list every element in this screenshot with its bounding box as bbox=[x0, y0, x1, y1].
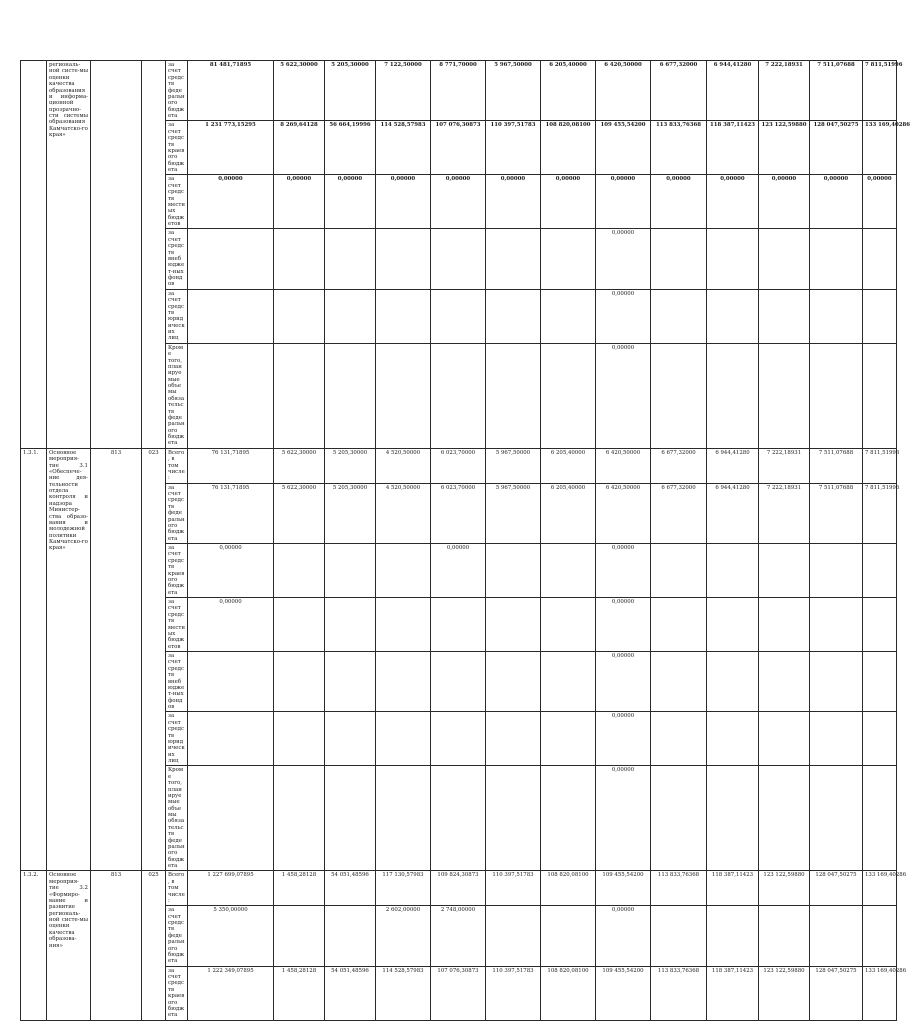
value-cell: 6 944,41280 bbox=[707, 483, 759, 543]
value-cell bbox=[707, 712, 759, 766]
value-cell bbox=[376, 544, 431, 598]
value-cell: 113 833,76368 bbox=[651, 966, 707, 1020]
value-cell: 6 205,40000 bbox=[541, 483, 596, 543]
value-cell bbox=[759, 289, 810, 343]
code-cell: 025 bbox=[142, 871, 166, 1020]
value-cell: 81 481,71895 bbox=[188, 61, 274, 121]
table-row bbox=[21, 448, 897, 483]
value-cell bbox=[863, 544, 897, 598]
value-cell bbox=[651, 343, 707, 448]
item-name: Основное мероприя-тие 3.2 «Формиро-вание и развитие региональ-ной систе-мы оценки качества образова-ния» bbox=[47, 871, 91, 1020]
funding-source-label: за счет средств юридических лиц bbox=[166, 712, 188, 766]
value-cell bbox=[810, 766, 863, 871]
value-cell bbox=[188, 712, 274, 766]
value-cell bbox=[431, 229, 486, 289]
value-cell bbox=[759, 598, 810, 652]
value-cell bbox=[486, 229, 541, 289]
value-cell: 0,00000 bbox=[188, 544, 274, 598]
value-cell bbox=[188, 343, 274, 448]
value-cell: 6 677,32000 bbox=[651, 483, 707, 543]
value-cell bbox=[274, 289, 325, 343]
value-cell bbox=[431, 712, 486, 766]
value-cell: 0,00000 bbox=[596, 229, 651, 289]
code-cell: 813 bbox=[91, 448, 142, 871]
value-cell: 7 222,18931 bbox=[759, 483, 810, 543]
value-cell: 7 122,50000 bbox=[376, 61, 431, 121]
value-cell: 5 350,00000 bbox=[188, 906, 274, 966]
value-cell bbox=[274, 598, 325, 652]
value-cell bbox=[759, 229, 810, 289]
value-cell bbox=[863, 229, 897, 289]
value-cell: 114 528,57983 bbox=[376, 121, 431, 175]
funding-source-label: Кроме того, планируемые объемы обязательств федерального бюджета bbox=[166, 343, 188, 448]
value-cell: 6 205,40000 bbox=[541, 61, 596, 121]
value-cell bbox=[651, 906, 707, 966]
value-cell bbox=[810, 712, 863, 766]
value-cell: 0,00000 bbox=[596, 343, 651, 448]
item-name: региональ-ной систе-мы оценки качества образования и информа-ционной прозрачно-сти системы образования Камчатско-го края» bbox=[47, 61, 91, 449]
value-cell bbox=[863, 289, 897, 343]
value-cell bbox=[707, 229, 759, 289]
value-cell bbox=[188, 229, 274, 289]
value-cell bbox=[376, 229, 431, 289]
value-cell bbox=[541, 229, 596, 289]
value-cell bbox=[486, 766, 541, 871]
value-cell: 118 387,11423 bbox=[707, 966, 759, 1020]
value-cell bbox=[274, 906, 325, 966]
value-cell bbox=[325, 652, 376, 712]
value-cell: 1 227 699,07895 bbox=[188, 871, 274, 906]
value-cell: 0,00000 bbox=[810, 175, 863, 229]
value-cell bbox=[274, 766, 325, 871]
value-cell: 0,00000 bbox=[431, 175, 486, 229]
value-cell: 7 811,51996 bbox=[863, 448, 897, 483]
value-cell bbox=[863, 598, 897, 652]
value-cell: 5 205,30000 bbox=[325, 61, 376, 121]
funding-source-label: за счет средств федерального бюджета bbox=[166, 906, 188, 966]
value-cell bbox=[486, 906, 541, 966]
value-cell: 8 771,70000 bbox=[431, 61, 486, 121]
value-cell: 110 397,51783 bbox=[486, 966, 541, 1020]
value-cell: 6 677,32000 bbox=[651, 448, 707, 483]
value-cell bbox=[325, 766, 376, 871]
value-cell bbox=[759, 906, 810, 966]
value-cell: 5 967,50000 bbox=[486, 61, 541, 121]
funding-source-label: за счет средств внебюджет-ных фондов bbox=[166, 652, 188, 712]
value-cell: 0,00000 bbox=[188, 598, 274, 652]
value-cell bbox=[759, 652, 810, 712]
value-cell bbox=[651, 712, 707, 766]
value-cell: 118 387,11423 bbox=[707, 121, 759, 175]
funding-source-label: за счет средств юридических лиц bbox=[166, 289, 188, 343]
value-cell: 6 420,50000 bbox=[596, 61, 651, 121]
value-cell bbox=[376, 598, 431, 652]
value-cell bbox=[376, 652, 431, 712]
value-cell: 1 458,28128 bbox=[274, 966, 325, 1020]
item-number bbox=[21, 61, 47, 449]
value-cell bbox=[651, 544, 707, 598]
value-cell bbox=[325, 712, 376, 766]
value-cell: 113 833,76368 bbox=[651, 871, 707, 906]
value-cell: 6 944,41280 bbox=[707, 61, 759, 121]
value-cell: 109 824,30873 bbox=[431, 871, 486, 906]
value-cell bbox=[541, 544, 596, 598]
value-cell: 123 122,59880 bbox=[759, 966, 810, 1020]
value-cell: 0,00000 bbox=[596, 766, 651, 871]
value-cell bbox=[486, 712, 541, 766]
funding-source-label: за счет средств федерального бюджета bbox=[166, 61, 188, 121]
value-cell: 5 622,30000 bbox=[274, 448, 325, 483]
value-cell bbox=[486, 289, 541, 343]
value-cell bbox=[863, 652, 897, 712]
value-cell: 76 131,71895 bbox=[188, 448, 274, 483]
value-cell bbox=[274, 652, 325, 712]
value-cell bbox=[810, 652, 863, 712]
value-cell bbox=[431, 289, 486, 343]
value-cell bbox=[486, 598, 541, 652]
value-cell: 133 169,40286 bbox=[863, 121, 897, 175]
value-cell: 0,00000 bbox=[596, 652, 651, 712]
value-cell bbox=[274, 712, 325, 766]
value-cell bbox=[863, 906, 897, 966]
value-cell: 108 820,08100 bbox=[541, 871, 596, 906]
value-cell bbox=[274, 544, 325, 598]
funding-source-label: за счет средств местных бюджетов bbox=[166, 598, 188, 652]
value-cell bbox=[325, 598, 376, 652]
value-cell: 0,00000 bbox=[596, 175, 651, 229]
value-cell: 54 051,48596 bbox=[325, 871, 376, 906]
value-cell: 123 122,59880 bbox=[759, 121, 810, 175]
value-cell: 0,00000 bbox=[596, 289, 651, 343]
value-cell: 1 231 773,15295 bbox=[188, 121, 274, 175]
value-cell bbox=[376, 712, 431, 766]
value-cell bbox=[325, 229, 376, 289]
value-cell: 110 397,51783 bbox=[486, 871, 541, 906]
funding-source-label: за счет средств местных бюджетов bbox=[166, 175, 188, 229]
value-cell bbox=[325, 544, 376, 598]
value-cell: 6 420,50000 bbox=[596, 448, 651, 483]
code-cell bbox=[142, 61, 166, 449]
value-cell: 56 664,19996 bbox=[325, 121, 376, 175]
value-cell: 2 602,00000 bbox=[376, 906, 431, 966]
value-cell: 6 023,70000 bbox=[431, 448, 486, 483]
value-cell: 108 820,08100 bbox=[541, 966, 596, 1020]
funding-source-label: Всего, в том числе: bbox=[166, 871, 188, 906]
value-cell: 0,00000 bbox=[486, 175, 541, 229]
value-cell: 5 205,30000 bbox=[325, 448, 376, 483]
value-cell: 109 455,54200 bbox=[596, 871, 651, 906]
value-cell bbox=[486, 544, 541, 598]
value-cell bbox=[541, 906, 596, 966]
value-cell: 0,00000 bbox=[863, 175, 897, 229]
value-cell bbox=[431, 343, 486, 448]
value-cell bbox=[707, 766, 759, 871]
item-number: 1.3.1. bbox=[21, 448, 47, 871]
value-cell bbox=[810, 289, 863, 343]
value-cell bbox=[707, 289, 759, 343]
value-cell bbox=[376, 766, 431, 871]
value-cell bbox=[759, 712, 810, 766]
value-cell: 5 967,50000 bbox=[486, 483, 541, 543]
value-cell bbox=[810, 229, 863, 289]
value-cell: 7 222,18931 bbox=[759, 448, 810, 483]
value-cell: 5 622,30000 bbox=[274, 483, 325, 543]
value-cell: 133 169,40286 bbox=[863, 966, 897, 1020]
funding-source-label: Кроме того, планируемые объемы обязательств федерального бюджета bbox=[166, 766, 188, 871]
value-cell: 54 051,48596 bbox=[325, 966, 376, 1020]
code-cell: 023 bbox=[142, 448, 166, 871]
value-cell: 6 420,50000 bbox=[596, 483, 651, 543]
value-cell: 7 222,18931 bbox=[759, 61, 810, 121]
value-cell bbox=[188, 652, 274, 712]
value-cell: 1 458,28128 bbox=[274, 871, 325, 906]
value-cell: 113 833,76368 bbox=[651, 121, 707, 175]
value-cell bbox=[759, 766, 810, 871]
value-cell: 6 205,40000 bbox=[541, 448, 596, 483]
value-cell bbox=[541, 766, 596, 871]
value-cell: 4 520,50000 bbox=[376, 483, 431, 543]
value-cell: 118 387,11423 bbox=[707, 871, 759, 906]
value-cell bbox=[707, 544, 759, 598]
value-cell: 114 528,57983 bbox=[376, 966, 431, 1020]
value-cell: 0,00000 bbox=[325, 175, 376, 229]
code-cell bbox=[91, 61, 142, 449]
value-cell: 109 455,54200 bbox=[596, 121, 651, 175]
value-cell bbox=[188, 766, 274, 871]
value-cell bbox=[376, 343, 431, 448]
value-cell bbox=[863, 712, 897, 766]
value-cell bbox=[541, 289, 596, 343]
value-cell: 117 130,57983 bbox=[376, 871, 431, 906]
value-cell bbox=[651, 598, 707, 652]
value-cell: 123 122,59880 bbox=[759, 871, 810, 906]
table-row bbox=[21, 871, 897, 906]
value-cell bbox=[541, 652, 596, 712]
value-cell: 128 047,50275 bbox=[810, 121, 863, 175]
value-cell: 0,00000 bbox=[596, 712, 651, 766]
value-cell bbox=[376, 289, 431, 343]
value-cell bbox=[810, 343, 863, 448]
value-cell bbox=[431, 766, 486, 871]
value-cell: 7 511,07688 bbox=[810, 61, 863, 121]
value-cell: 109 455,54200 bbox=[596, 966, 651, 1020]
value-cell bbox=[274, 229, 325, 289]
value-cell bbox=[863, 343, 897, 448]
value-cell bbox=[863, 766, 897, 871]
funding-source-label: Всего, в том числе: bbox=[166, 448, 188, 483]
value-cell: 110 397,51783 bbox=[486, 121, 541, 175]
value-cell: 0,00000 bbox=[431, 544, 486, 598]
value-cell bbox=[759, 544, 810, 598]
value-cell: 5 967,50000 bbox=[486, 448, 541, 483]
value-cell bbox=[431, 652, 486, 712]
value-cell bbox=[541, 598, 596, 652]
value-cell: 0,00000 bbox=[651, 175, 707, 229]
funding-source-label: за счет средств краевого бюджета bbox=[166, 121, 188, 175]
value-cell: 7 811,51996 bbox=[863, 483, 897, 543]
value-cell: 8 269,64128 bbox=[274, 121, 325, 175]
value-cell: 6 023,70000 bbox=[431, 483, 486, 543]
value-cell: 2 748,00000 bbox=[431, 906, 486, 966]
code-cell: 813 bbox=[91, 871, 142, 1020]
value-cell bbox=[651, 289, 707, 343]
budget-table bbox=[20, 60, 910, 1021]
value-cell: 7 511,07688 bbox=[810, 483, 863, 543]
value-cell: 0,00000 bbox=[596, 598, 651, 652]
value-cell: 128 047,50275 bbox=[810, 871, 863, 906]
value-cell: 7 511,07688 bbox=[810, 448, 863, 483]
value-cell: 76 131,71895 bbox=[188, 483, 274, 543]
value-cell: 0,00000 bbox=[707, 175, 759, 229]
funding-source-label: за счет средств краевого бюджета bbox=[166, 966, 188, 1020]
value-cell bbox=[188, 289, 274, 343]
value-cell: 0,00000 bbox=[759, 175, 810, 229]
funding-source-label: за счет средств внебюджет-ных фондов bbox=[166, 229, 188, 289]
value-cell bbox=[325, 343, 376, 448]
value-cell: 133 169,40286 bbox=[863, 871, 897, 906]
value-cell: 6 944,41280 bbox=[707, 448, 759, 483]
value-cell bbox=[651, 229, 707, 289]
value-cell bbox=[274, 343, 325, 448]
value-cell: 0,00000 bbox=[596, 906, 651, 966]
value-cell: 0,00000 bbox=[274, 175, 325, 229]
value-cell: 108 820,08100 bbox=[541, 121, 596, 175]
value-cell bbox=[810, 906, 863, 966]
value-cell: 0,00000 bbox=[596, 544, 651, 598]
value-cell bbox=[810, 544, 863, 598]
funding-source-label: за счет средств краевого бюджета bbox=[166, 544, 188, 598]
value-cell bbox=[431, 598, 486, 652]
value-cell bbox=[541, 343, 596, 448]
value-cell: 1 222 349,07895 bbox=[188, 966, 274, 1020]
value-cell: 107 076,30873 bbox=[431, 121, 486, 175]
value-cell bbox=[651, 652, 707, 712]
value-cell bbox=[486, 652, 541, 712]
table-row bbox=[21, 61, 897, 121]
value-cell: 5 622,30000 bbox=[274, 61, 325, 121]
value-cell bbox=[486, 343, 541, 448]
value-cell bbox=[541, 712, 596, 766]
value-cell: 0,00000 bbox=[188, 175, 274, 229]
value-cell bbox=[810, 598, 863, 652]
value-cell bbox=[325, 289, 376, 343]
value-cell: 5 205,30000 bbox=[325, 483, 376, 543]
value-cell: 0,00000 bbox=[541, 175, 596, 229]
value-cell bbox=[325, 906, 376, 966]
value-cell bbox=[707, 343, 759, 448]
value-cell bbox=[707, 598, 759, 652]
value-cell: 7 811,51996 bbox=[863, 61, 897, 121]
value-cell: 107 076,30873 bbox=[431, 966, 486, 1020]
value-cell bbox=[759, 343, 810, 448]
item-name: Основное мероприя-тие 3.1 «Обеспече-ние дея-тельности отдела контроля и надзора Министер-ства образо-вания и молодежной политики Камчатско-го края» bbox=[47, 448, 91, 871]
value-cell: 128 047,50275 bbox=[810, 966, 863, 1020]
value-cell bbox=[651, 766, 707, 871]
value-cell: 6 677,32000 bbox=[651, 61, 707, 121]
item-number: 1.3.2. bbox=[21, 871, 47, 1020]
value-cell bbox=[707, 652, 759, 712]
value-cell bbox=[707, 906, 759, 966]
value-cell: 4 520,50000 bbox=[376, 448, 431, 483]
funding-source-label: за счет средств федерального бюджета bbox=[166, 483, 188, 543]
value-cell: 0,00000 bbox=[376, 175, 431, 229]
